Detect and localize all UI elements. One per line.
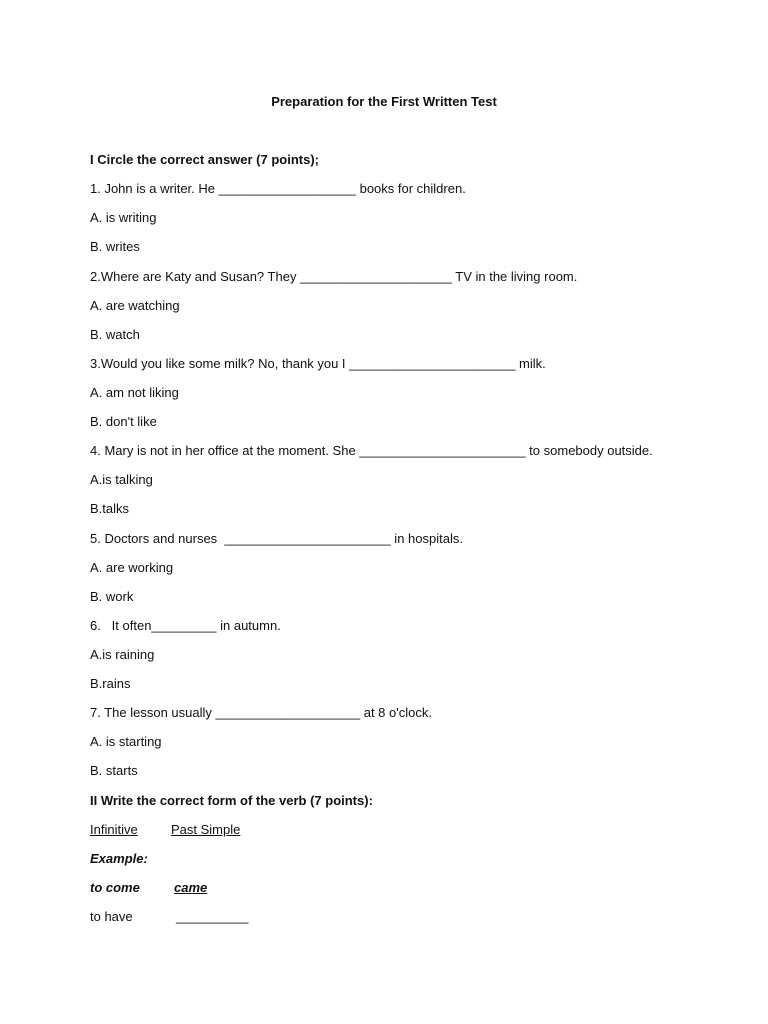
example-infinitive: to come	[90, 880, 140, 895]
section1-heading: I Circle the correct answer (7 points);	[90, 152, 320, 167]
question-3: 3.Would you like some milk? No, thank you I _______________________ milk.	[90, 356, 546, 371]
example-past: came	[174, 880, 208, 895]
page-title: Preparation for the First Written Test	[271, 94, 497, 109]
question-2: 2.Where are Katy and Susan? They _____________________ TV in the living room.	[90, 269, 578, 284]
q5-option-a: A. are working	[90, 560, 174, 575]
q6-option-b: B.rains	[90, 676, 131, 691]
q3-option-b: B. don't like	[90, 414, 157, 429]
question-1: 1. John is a writer. He ___________________ books for children.	[90, 181, 466, 196]
question-4: 4. Mary is not in her office at the moment. She _______________________ to somebody outside.	[90, 443, 653, 458]
q6-option-a: A.is raining	[90, 647, 155, 662]
question-6: 6. It often_________ in autumn.	[90, 618, 281, 633]
q7-option-a: A. is starting	[90, 734, 162, 749]
q3-option-a: A. am not liking	[90, 385, 179, 400]
q1-option-a: A. is writing	[90, 210, 157, 225]
row1-infinitive: to have	[90, 909, 133, 924]
col-past-simple-header: Past Simple	[171, 822, 241, 837]
q5-option-b: B. work	[90, 589, 134, 604]
example-label: Example:	[90, 851, 148, 866]
q2-option-b: B. watch	[90, 327, 140, 342]
question-7: 7. The lesson usually ____________________ at 8 o'clock.	[90, 705, 432, 720]
q4-option-a: A.is talking	[90, 472, 153, 487]
col-infinitive-header: Infinitive	[90, 822, 138, 837]
q4-option-b: B.talks	[90, 501, 130, 516]
q1-option-b: B. writes	[90, 239, 140, 254]
section2-heading: II Write the correct form of the verb (7 points):	[90, 793, 373, 808]
question-5: 5. Doctors and nurses _______________________ in hospitals.	[90, 531, 463, 546]
q2-option-a: A. are watching	[90, 298, 180, 313]
row1-answer-blank[interactable]: __________	[176, 909, 249, 924]
q7-option-b: B. starts	[90, 763, 138, 778]
